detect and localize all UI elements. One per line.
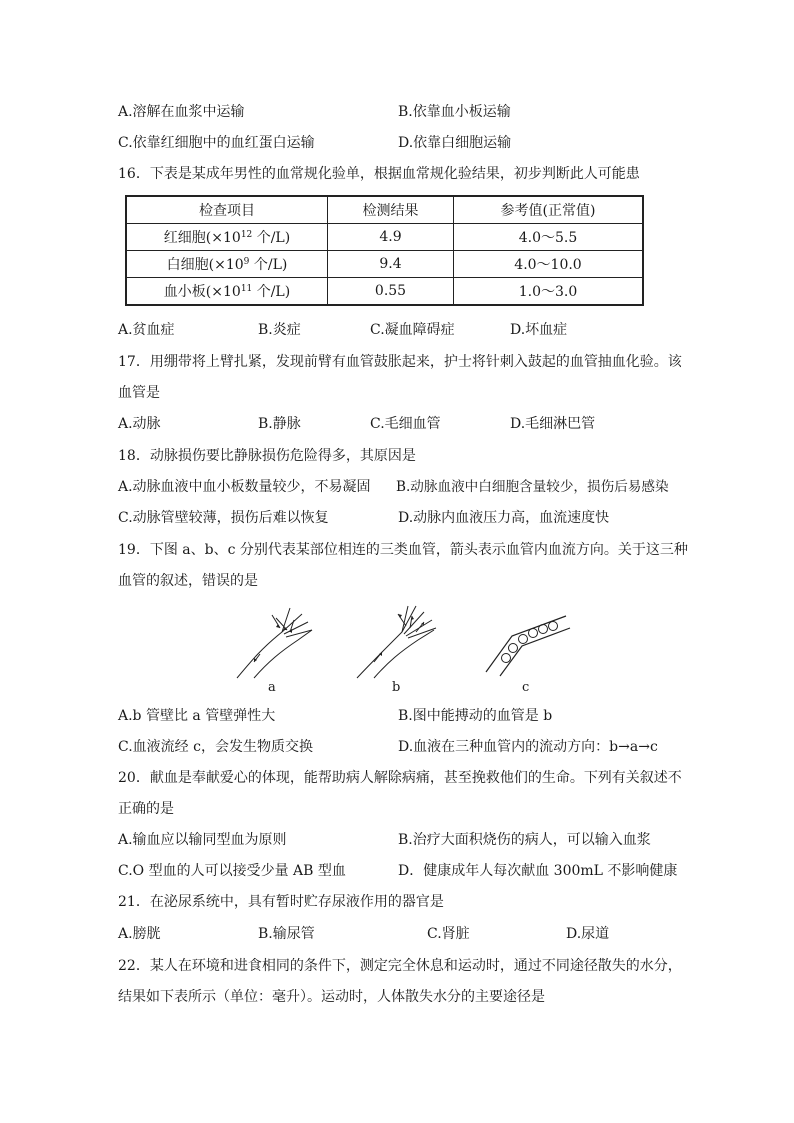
q17-option-b: B.静脉 <box>258 416 301 432</box>
q21-option-c: C.肾脏 <box>427 926 470 942</box>
vessel-figure-a <box>232 600 322 680</box>
q17-option-a: A.动脉 <box>118 416 161 432</box>
q19-option-b: B.图中能搏动的血管是 b <box>398 708 553 724</box>
q16-option-c: C.凝血障碍症 <box>370 322 455 338</box>
q17-stem-cont: 血管是 <box>118 385 160 401</box>
q19-stem-cont: 血管的叙述，错误的是 <box>118 573 258 589</box>
figure-label-c: c <box>522 680 530 695</box>
table-cell-item: 白细胞($\times 10^9$ 个/L) <box>126 251 328 278</box>
q20-option-a: A.输血应以输同型血为原则 <box>118 832 287 848</box>
table-cell-item: 红细胞($\times 10^{12}$ 个/L) <box>126 224 328 251</box>
figure-label-b: b <box>392 680 401 695</box>
table-cell-ref: 4.0～10.0 <box>454 251 644 278</box>
table-header: 检查项目 <box>126 196 328 224</box>
q18-option-c: C.动脉管壁较薄，损伤后难以恢复 <box>118 510 329 526</box>
q16-option-b: B.炎症 <box>258 322 301 338</box>
q19-option-a: A.b 管壁比 a 管壁弹性大 <box>118 708 276 724</box>
q20-option-c: C.O 型血的人可以接受少量 AB 型血 <box>118 863 346 879</box>
table-row <box>126 251 643 278</box>
table-cell-ref: 1.0～3.0 <box>454 278 644 306</box>
q17-option-d: D.毛细淋巴管 <box>510 416 596 432</box>
table-header: 检测结果 <box>328 196 454 224</box>
q19-option-c: C.血液流经 c，会发生物质交换 <box>118 739 313 755</box>
q16-option-a: A.贫血症 <box>118 322 175 338</box>
q20-option-d: D．健康成年人每次献血 300mL 不影响健康 <box>398 863 678 879</box>
table-cell-item: 血小板($\times 10^{11}$ 个/L) <box>126 278 328 306</box>
table-header: 参考值(正常值) <box>454 196 644 224</box>
table-cell-result: 0.55 <box>328 278 454 306</box>
q19-option-d: D.血液在三种血管内的流动方向：b→a→c <box>398 739 658 755</box>
q20-option-b: B.治疗大面积烧伤的病人，可以输入血浆 <box>398 832 651 848</box>
q18-option-d: D.动脉内血液压力高，血流速度快 <box>398 510 610 526</box>
q20-stem-cont: 正确的是 <box>118 801 174 817</box>
q22-stem-cont: 结果如下表所示（单位：毫升）。运动时，人体散失水分的主要途径是 <box>118 989 545 1005</box>
table-row <box>126 224 643 251</box>
q18-option-b: B.动脉血液中白细胞含量较少，损伤后易感染 <box>396 479 669 495</box>
table-header-row <box>126 196 643 224</box>
q22-stem: 22．某人在环境和进食相同的条件下，测定完全休息和运动时，通过不同途径散失的水分， <box>118 958 682 974</box>
q15-option-c: C.依靠红细胞中的血红蛋白运输 <box>118 135 315 151</box>
table-row <box>126 278 643 306</box>
q15-option-b: B.依靠血小板运输 <box>398 104 511 120</box>
q18-stem: 18．动脉损伤要比静脉损伤危险得多，其原因是 <box>118 448 416 464</box>
table-cell-result: 4.9 <box>328 224 454 251</box>
q16-stem: 16．下表是某成年男性的血常规化验单，根据血常规化验结果，初步判断此人可能患 <box>118 166 640 182</box>
q21-option-b: B.输尿管 <box>258 926 315 942</box>
q21-option-d: D.尿道 <box>566 926 610 942</box>
q21-stem: 21．在泌尿系统中，具有暂时贮存尿液作用的器官是 <box>118 894 444 910</box>
q18-option-a: A.动脉血液中血小板数量较少，不易凝固 <box>118 479 371 495</box>
figure-label-a: a <box>268 680 276 695</box>
vessel-figure-b <box>352 600 442 680</box>
q21-option-a: A.膀胱 <box>118 926 161 942</box>
q17-stem: 17．用绷带将上臂扎紧，发现前臂有血管鼓胀起来，护士将针刺入鼓起的血管抽血化验。该 <box>118 354 682 370</box>
table-cell-result: 9.4 <box>328 251 454 278</box>
q20-stem: 20．献血是奉献爱心的体现，能帮助病人解除病痛，甚至挽救他们的生命。下列有关叙述不 <box>118 770 682 786</box>
blood-test-table <box>125 195 644 306</box>
q17-option-c: C.毛细血管 <box>370 416 441 432</box>
table-cell-ref: 4.0～5.5 <box>454 224 644 251</box>
q15-option-d: D.依靠白细胞运输 <box>398 135 512 151</box>
q15-option-a: A.溶解在血浆中运输 <box>118 104 245 120</box>
vessel-figure-c <box>482 612 574 678</box>
q19-stem: 19．下图 a、b、c 分别代表某部位相连的三类血管，箭头表示血管内血流方向。关于这三种 <box>118 542 688 558</box>
q16-option-d: D.坏血症 <box>510 322 568 338</box>
